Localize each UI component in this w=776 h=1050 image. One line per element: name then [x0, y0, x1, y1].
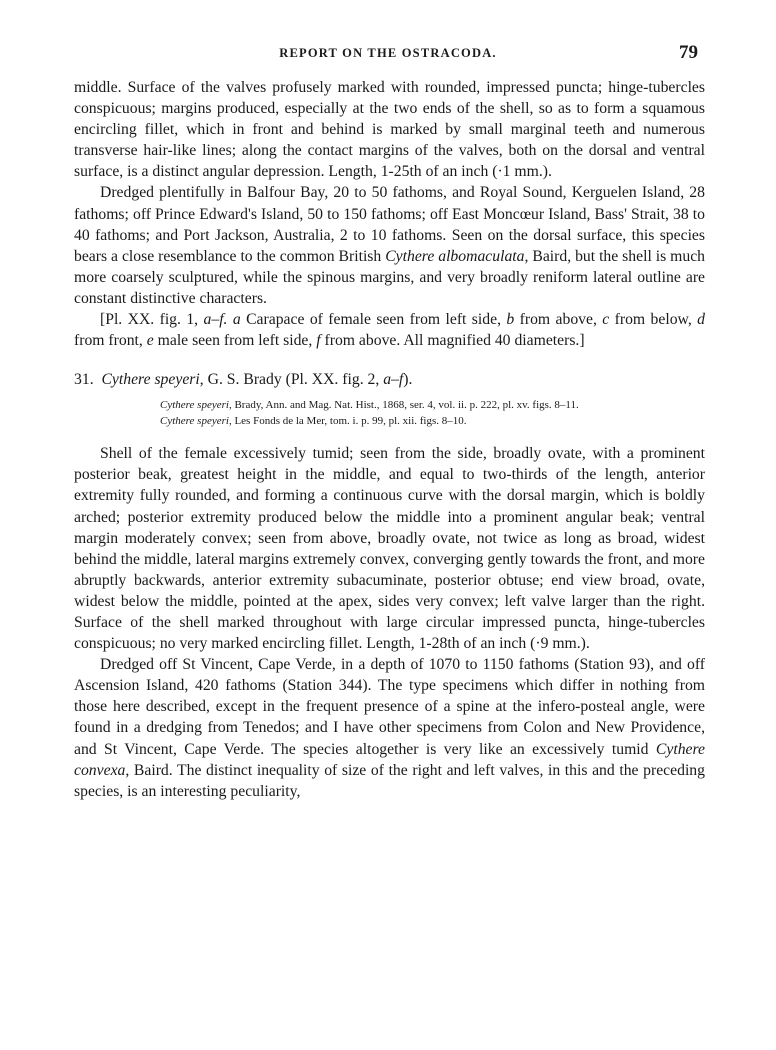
page-header — [0, 40, 776, 70]
paragraph-occurrence: Dredged off St Vincent, Cape Verde, in a depth of 1070 to 1150 fathoms (Station 93), and off Ascension Island, 420 fathoms (Station 344). The type specimens which differ in nothing from those here described, except in the frequent presence of a spine at the infero-posteal angle, were found in a dredging from Tenedos; and I have other specimens from Colon and New Providence, and St Vincent, Cape Verde. The species altogether is very like an excessively tumid Cythere convexa, Baird. The distinct inequality of size of the right and left valves, in this and the preceding species, is an interesting peculiarity, — [74, 656, 705, 800]
plate-figs: a–f. — [203, 311, 228, 329]
species-heading: 31. Cythere speyeri, G. S. Brady (Pl. XX. fig. 2, a–f). — [74, 371, 413, 389]
synonymy-list — [160, 398, 705, 429]
paragraph-distribution — [74, 182, 705, 309]
species-name-albomaculata: Cythere albomaculata — [385, 247, 525, 265]
body-text — [74, 77, 705, 802]
paragraph-continued: middle. Surface of the valves profusely marked with rounded, impressed puncta; hinge-tubercles conspicuous; margins produced, especially at the two ends of the shell, so as to form a squamous encircling fillet, which in front and behind is marked by small marginal teeth and numerous transverse hair-like lines; along the contact margins of the valves, both on the dorsal and ventral surface, is a distinct angular depression. Length, 1-25th of an inch (·1 mm.). — [74, 79, 705, 181]
distribution-text-end: , Baird, but the shell is much more coarsely sculptured, while the spinous margins, and very broadly reniform lateral outline are constant distinctive characters. — [74, 247, 705, 307]
paragraph-description: Shell of the female excessively tumid; seen from the side, broadly ovate, with a prominent posterior beak, greatest height in the middle, and equal to two-thirds of the length, anterior extremity fully rounded, and forming a continuous curve with the dorsal margin, which is boldly arched; posterior extremity produced below the middle into a prominent angular beak; ventral margin moderately convex; seen from above, broadly ovate, not twice as long as broad, widest behind the middle, lateral margins extremely convex, converging gently towards the front, and more abruptly backwards, anterior extremity subacuminate, posterior obtuse; end view broad, ovate, widest below the middle, pointed at the apex, sides very convex; left valve larger than the right. Surface of the shell marked throughout with large circular impressed puncta, hinge-tubercles conspicuous; no very marked encircling fillet. Length, 1-28th of an inch (·9 mm.). — [74, 445, 705, 653]
running-title: REPORT ON THE OSTRACODA. — [279, 46, 497, 60]
species-name: Cythere speyeri — [101, 371, 200, 389]
distribution-text: Dredged plentifully in Balfour Bay, 20 to 50 fathoms, and Royal Sound, Kerguelen Island, 28 fathoms; off Prince Edward's Island, 50 to 150 fathoms; off East Moncœur Island, Bass' Strait, 38 to 40 fathoms; and Port Jackson, Australia, 2 to 10 fathoms. Seen on the dorsal surface, this species bears a close resemblance to the common British — [74, 184, 705, 265]
species-name-convexa: Cythere convexa — [74, 740, 705, 779]
species-author: , G. S. Brady (Pl. XX. fig. 2, — [199, 371, 380, 389]
species-number: 31. — [74, 371, 94, 389]
synonymy-entry: Cythere speyeri, Brady, Ann. and Mag. Nat. Hist., 1868, ser. 4, vol. ii. p. 222, pl. xv. figs. 8–11. — [160, 399, 579, 412]
page-number: 79 — [679, 42, 698, 63]
plate-note: [Pl. XX. fig. 1, a–f. a Carapace of female seen from left side, b from above, c from below, d from front, e male seen from left side, f from above. All magnified 40 diameters.] — [74, 311, 705, 350]
species-figs: a–f — [383, 371, 404, 389]
synonymy-entry: Cythere speyeri, Les Fonds de la Mer, tom. i. p. 99, pl. xii. figs. 8–10. — [160, 414, 467, 427]
